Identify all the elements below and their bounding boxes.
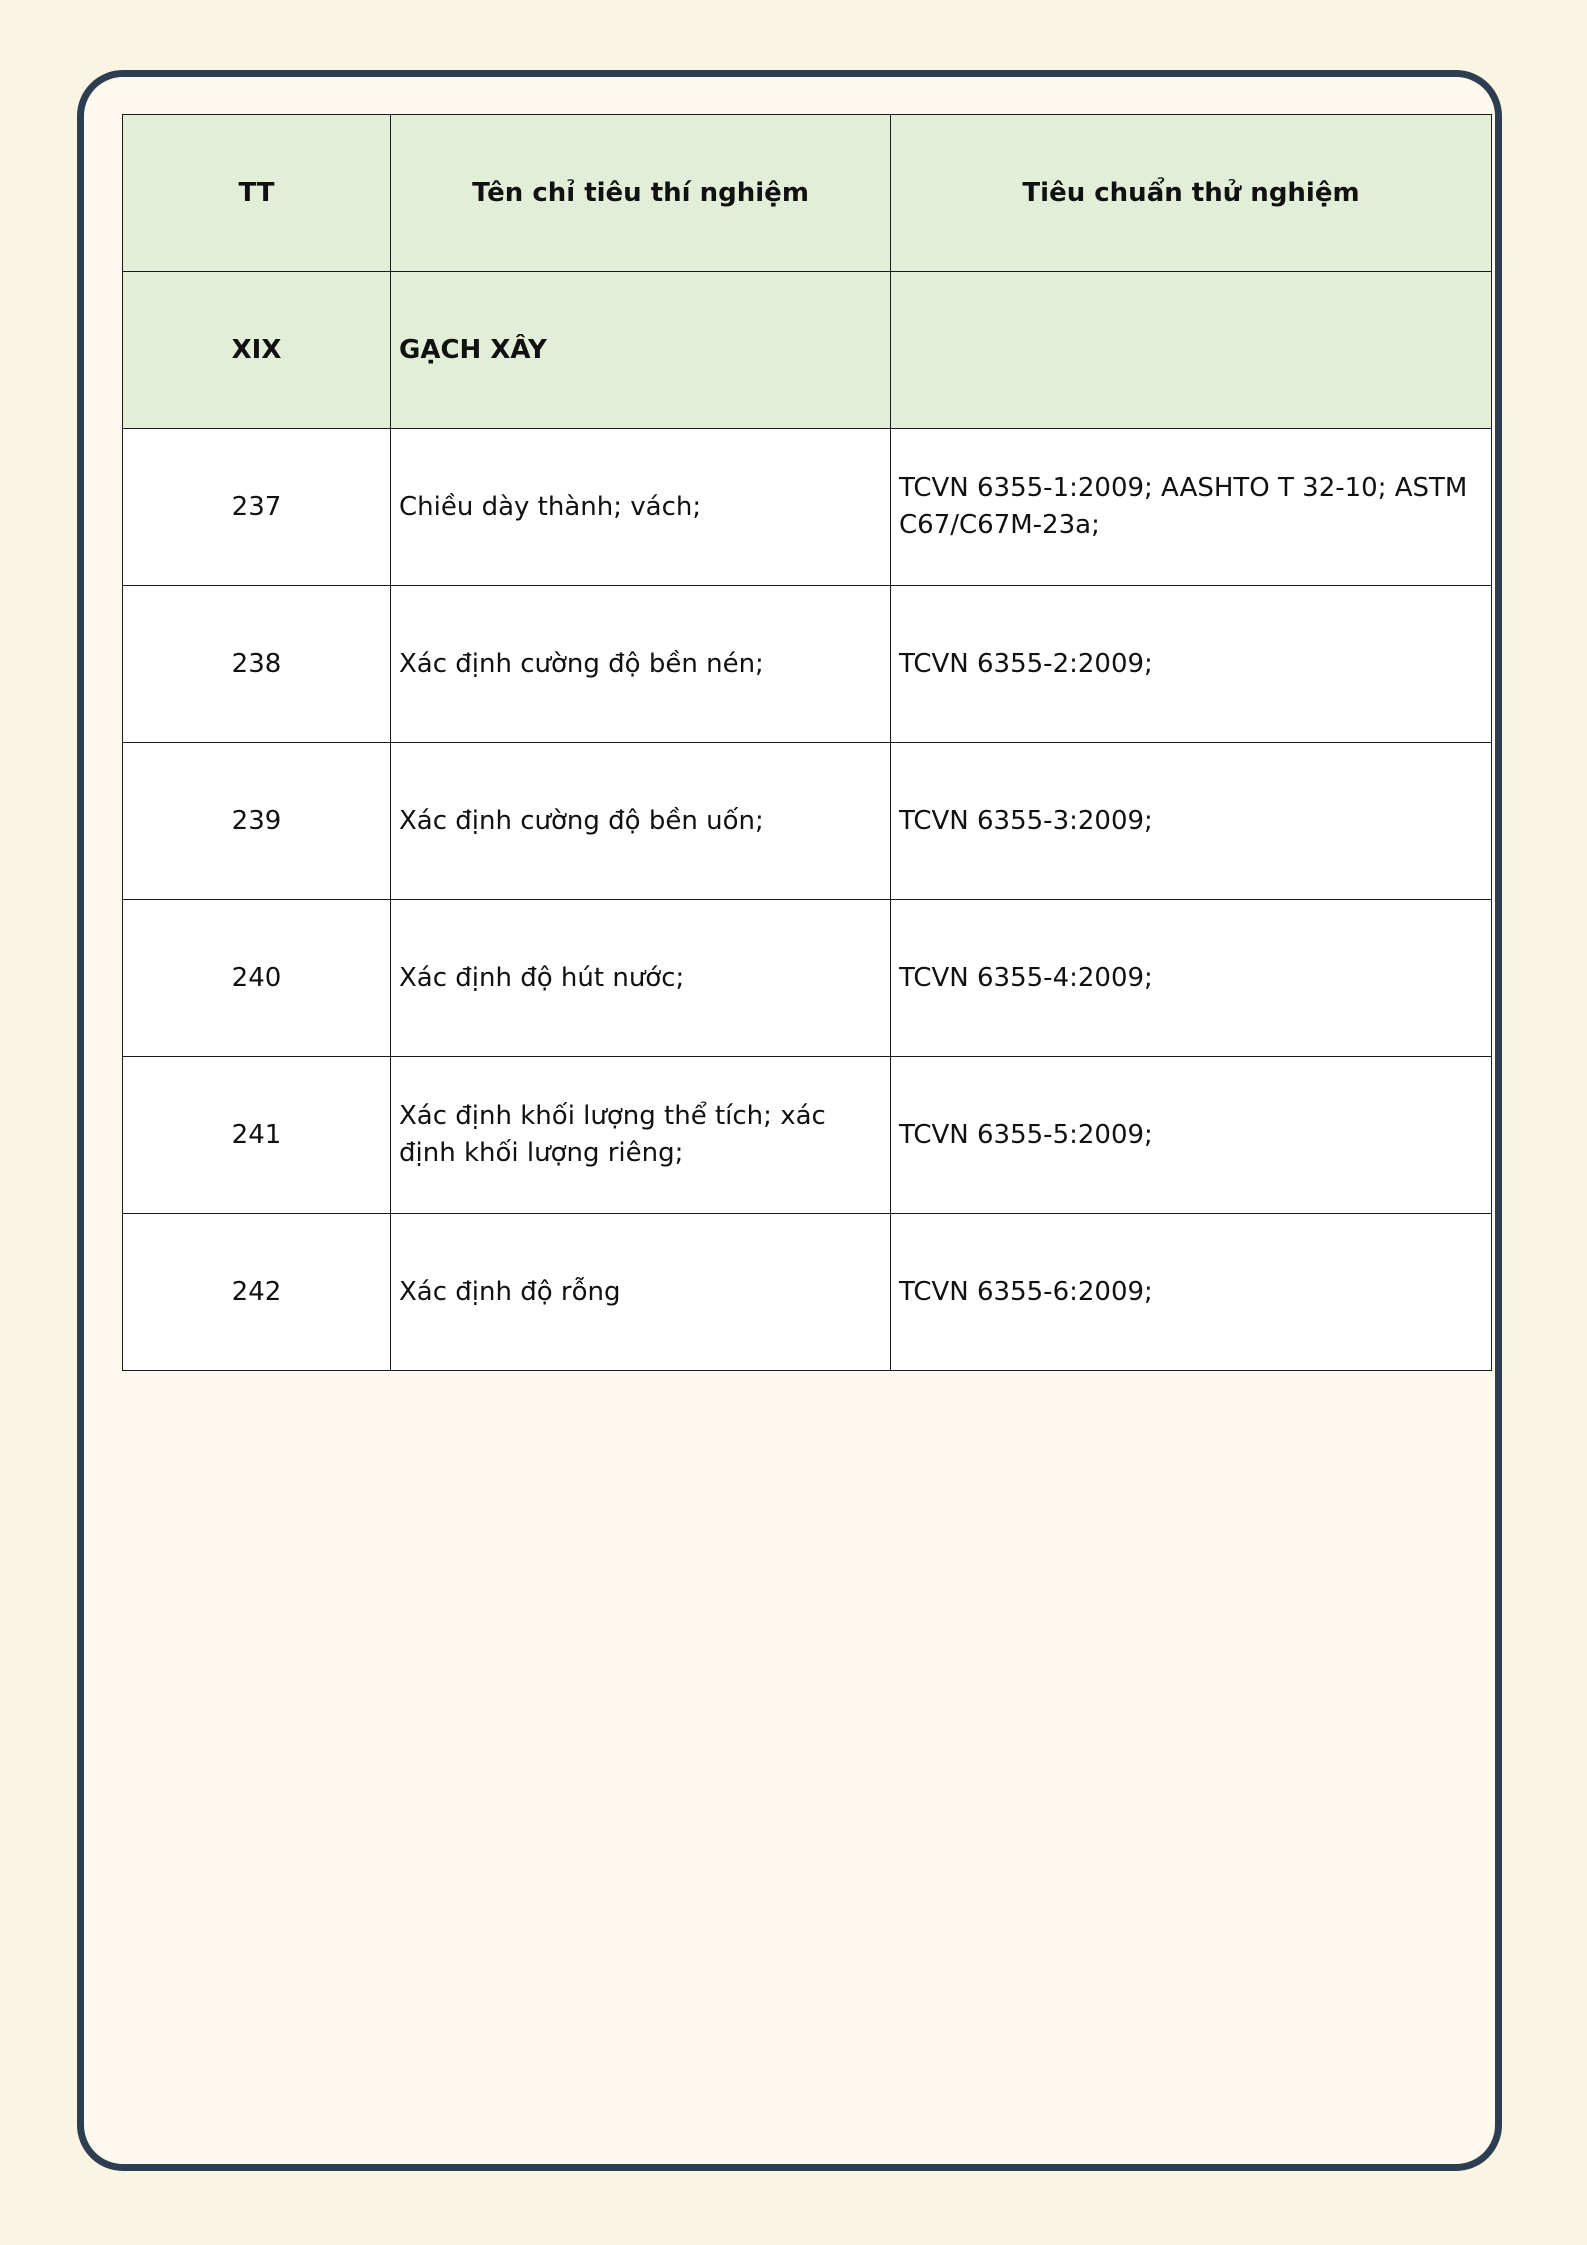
row-test-name: Xác định cường độ bền uốn; (391, 743, 891, 900)
row-tt: 242 (123, 1214, 391, 1371)
header-test-standard: Tiêu chuẩn thử nghiệm (891, 115, 1492, 272)
section-standard (891, 272, 1492, 429)
row-test-standard: TCVN 6355-4:2009; (891, 900, 1492, 1057)
row-test-name: Xác định độ rỗng (391, 1214, 891, 1371)
header-row (123, 115, 1492, 272)
row-test-name: Xác định độ hút nước; (391, 900, 891, 1057)
section-row (123, 272, 1492, 429)
header-test-name: Tên chỉ tiêu thí nghiệm (391, 115, 891, 272)
row-test-standard: TCVN 6355-3:2009; (891, 743, 1492, 900)
section-name: GẠCH XÂY (391, 272, 891, 429)
row-test-standard: TCVN 6355-2:2009; (891, 586, 1492, 743)
table-row (123, 1057, 1492, 1214)
row-tt: 238 (123, 586, 391, 743)
row-tt: 239 (123, 743, 391, 900)
row-test-standard: TCVN 6355-5:2009; (891, 1057, 1492, 1214)
table-row (123, 900, 1492, 1057)
table-row (123, 1214, 1492, 1371)
row-test-name: Xác định cường độ bền nén; (391, 586, 891, 743)
row-tt: 241 (123, 1057, 391, 1214)
test-standards-table (122, 114, 1492, 1371)
header-tt: TT (123, 115, 391, 272)
table-row (123, 743, 1492, 900)
row-tt: 240 (123, 900, 391, 1057)
row-tt: 237 (123, 429, 391, 586)
section-tt: XIX (123, 272, 391, 429)
row-test-standard: TCVN 6355-6:2009; (891, 1214, 1492, 1371)
table-row (123, 586, 1492, 743)
row-test-name: Xác định khối lượng thể tích; xác định khối lượng riêng; (391, 1057, 891, 1214)
row-test-standard: TCVN 6355-1:2009; AASHTO T 32-10; ASTM C67/C67M-23a; (891, 429, 1492, 586)
table-row (123, 429, 1492, 586)
row-test-name: Chiều dày thành; vách; (391, 429, 891, 586)
